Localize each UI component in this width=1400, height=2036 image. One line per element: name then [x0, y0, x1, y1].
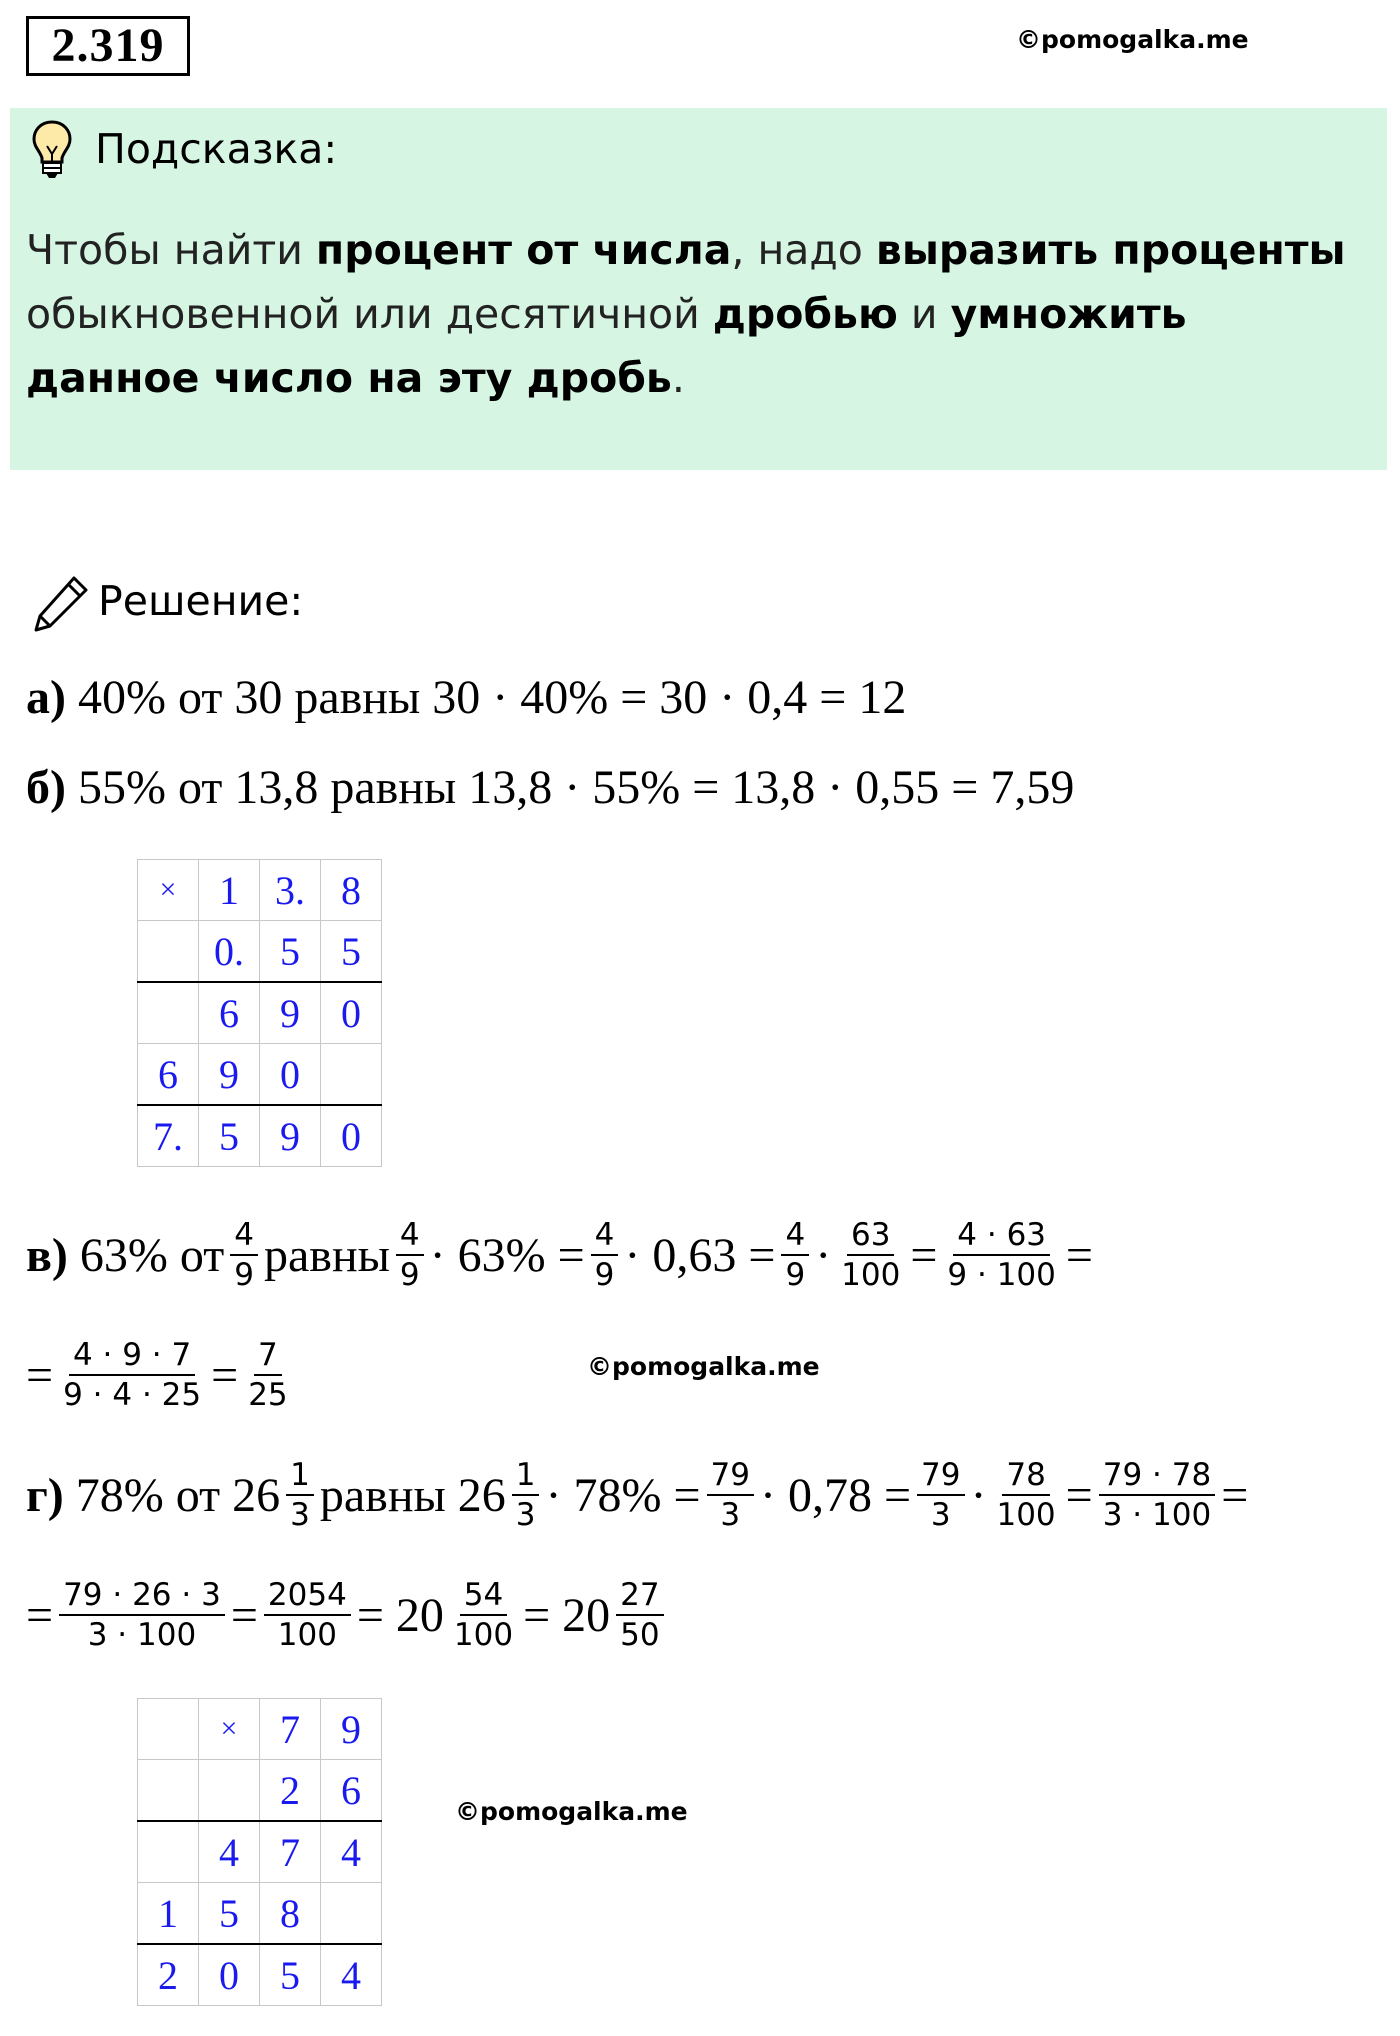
- watermark-bottom: ©pomogalka.me: [455, 1797, 688, 1826]
- watermark-middle: ©pomogalka.me: [587, 1352, 820, 1381]
- digit-cell: 5: [260, 1944, 321, 2006]
- mixed-fraction-part: $\frac{1}{3}$: [512, 1456, 540, 1534]
- digit-cell: 5: [199, 1883, 260, 1945]
- expression: 40% от 30 равны 30 · 40% = 30 · 0,4 = 12: [77, 671, 907, 724]
- fraction: $\frac{4}{9}$: [396, 1216, 424, 1294]
- digit-cell: 8: [321, 860, 382, 921]
- solution-line-b: [26, 760, 1074, 815]
- digit-cell: 3.: [260, 860, 321, 921]
- digit-cell: 5: [321, 921, 382, 983]
- solution-line-a: [26, 670, 906, 725]
- digit-cell: 8: [260, 1883, 321, 1945]
- digit-cell: 4: [199, 1821, 260, 1883]
- fraction: $\frac{79}{3}$: [707, 1456, 754, 1534]
- solution-line-v-continued: = $\frac{4 \cdot 9 \cdot 7}{9 \cdot 4 \cdot 25}$ = $\frac{7}{25}$: [26, 1336, 298, 1414]
- digit-cell: 0: [321, 982, 382, 1044]
- digit-cell: 7.: [138, 1105, 199, 1167]
- task-number: 2.319: [26, 16, 190, 76]
- item-label: г): [26, 1468, 64, 1522]
- fraction: $\frac{4}{9}$: [591, 1216, 619, 1294]
- digit-cell: 1: [199, 860, 260, 921]
- watermark-top: ©pomogalka.me: [1016, 25, 1249, 54]
- digit-cell: 9: [260, 1105, 321, 1167]
- fraction: $\frac{79 \cdot 26 \cdot 3}{3 \cdot 100}$: [59, 1576, 225, 1654]
- fraction: $\frac{4}{9}$: [230, 1216, 258, 1294]
- digit-cell: 9: [260, 982, 321, 1044]
- digit-cell: 1: [138, 1883, 199, 1945]
- expression: 55% от 13,8 равны 13,8 · 55% = 13,8 · 0,55 = 7,59: [77, 761, 1075, 814]
- fraction: $\frac{7}{25}$: [248, 1337, 288, 1413]
- item-label: в): [26, 1228, 68, 1282]
- fraction: $\frac{4 \cdot 63}{9 \cdot 100}$: [947, 1217, 1056, 1293]
- fraction: $\frac{79}{3}$: [917, 1456, 964, 1534]
- digit-cell: 2: [138, 1944, 199, 2006]
- digit-cell: 6: [321, 1760, 382, 1822]
- digit-cell: 0: [260, 1044, 321, 1106]
- digit-cell: [199, 1760, 260, 1822]
- times-sign: ×: [138, 860, 199, 921]
- solution-line-g-continued: = $\frac{79 \cdot 26 \cdot 3}{3 \cdot 100}$ = $\frac{2054}{100}$ = 20 $\frac{54}{100}$ = 20 $\frac{27}{50}$: [26, 1576, 670, 1654]
- item-label: а): [26, 671, 66, 724]
- digit-cell: 2: [260, 1760, 321, 1822]
- digit-cell: 0: [321, 1105, 382, 1167]
- digit-cell: 5: [199, 1105, 260, 1167]
- digit-cell: 7: [260, 1821, 321, 1883]
- digit-cell: 4: [321, 1821, 382, 1883]
- times-sign: ×: [199, 1699, 260, 1760]
- digit-cell: 9: [321, 1699, 382, 1760]
- digit-cell: 6: [138, 1044, 199, 1106]
- pencil-icon: [30, 572, 92, 634]
- digit-cell: 4: [321, 1944, 382, 2006]
- digit-cell: 5: [260, 921, 321, 983]
- hint-text: Чтобы найти процент от числа, надо выразить проценты обыкновенной или десятичной дробью и умножить данное число на эту дробь.: [26, 226, 1346, 402]
- digit-cell: 0.: [199, 921, 260, 983]
- fraction: $\frac{78}{100}$: [996, 1457, 1056, 1533]
- digit-cell: [138, 921, 199, 983]
- digit-cell: 7: [260, 1699, 321, 1760]
- digit-cell: 0: [199, 1944, 260, 2006]
- digit-cell: [138, 1821, 199, 1883]
- hint-title: Подсказка:: [95, 125, 338, 173]
- fraction: $\frac{63}{100}$: [841, 1217, 901, 1293]
- digit-cell: [138, 982, 199, 1044]
- digit-cell: [138, 1760, 199, 1822]
- mixed-fraction-part: $\frac{1}{3}$: [286, 1456, 314, 1534]
- digit-cell: [138, 1699, 199, 1760]
- item-label: б): [26, 761, 66, 814]
- fraction: $\frac{27}{50}$: [616, 1576, 663, 1654]
- fraction: $\frac{79 \cdot 78}{3 \cdot 100}$: [1099, 1456, 1215, 1534]
- lightbulb-icon: [30, 118, 74, 180]
- fraction: $\frac{54}{100}$: [453, 1577, 514, 1653]
- digit-cell: [321, 1883, 382, 1945]
- solution-title: Решение:: [98, 577, 304, 625]
- digit-cell: [321, 1044, 382, 1106]
- solution-line-v: в) 63% от $\frac{4}{9}$ равны $\frac{4}{9}$ · 63% = $\frac{4}{9}$ · 0,63 = $\frac{4}{9}$ · $\frac{63}{100}$ = $\frac{4 \cdot 63}{9 \cdot 100}$ =: [26, 1217, 1093, 1293]
- fraction: $\frac{4}{9}$: [781, 1216, 809, 1294]
- column-multiplication-2: [137, 1698, 382, 2006]
- digit-cell: 9: [199, 1044, 260, 1106]
- fraction: $\frac{2054}{100}$: [264, 1576, 351, 1654]
- column-multiplication-1: [137, 859, 382, 1167]
- solution-line-g: г) 78% от 26 $\frac{1}{3}$ равны 26 $\frac{1}{3}$ · 78% = $\frac{79}{3}$ · 0,78 = $\frac{79}{3}$ · $\frac{78}{100}$ = $\frac{79 \cdot 78}{3 \cdot 100}$ =: [26, 1457, 1249, 1533]
- digit-cell: 6: [199, 982, 260, 1044]
- fraction: $\frac{4 \cdot 9 \cdot 7}{9 \cdot 4 \cdot 25}$: [63, 1337, 202, 1413]
